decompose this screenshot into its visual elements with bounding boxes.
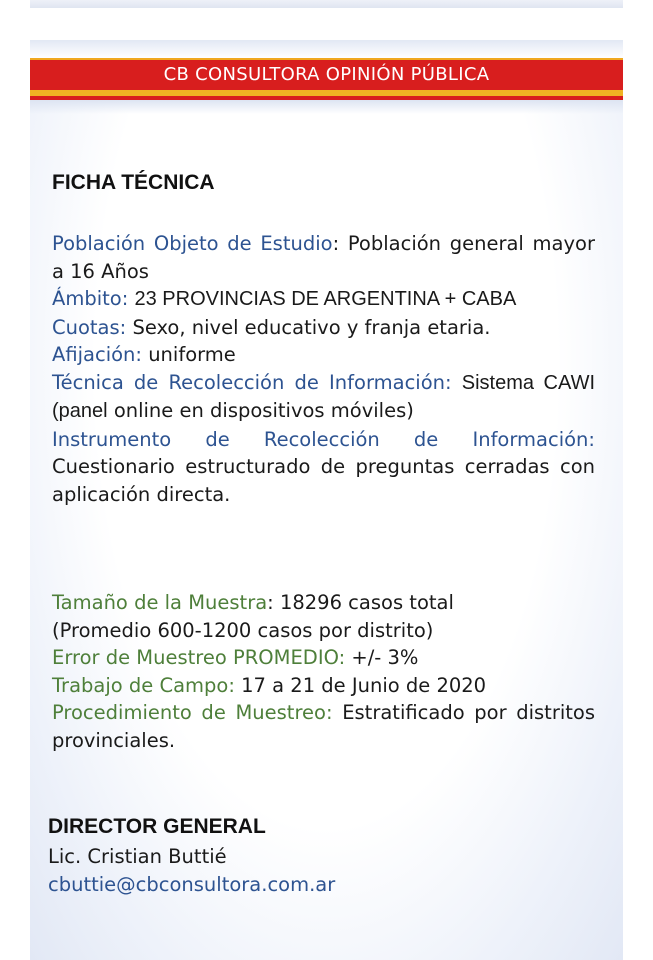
director-name: Lic. Cristian Buttié: [48, 845, 227, 868]
tecnica-value-bold: Sistema CAWI (panel: [52, 371, 596, 422]
tamano-note: (Promedio 600-1200 casos por distrito): [52, 618, 434, 642]
procedimiento-label: Procedimiento de Muestreo: [52, 701, 326, 724]
trabajo-value: 17 a 21 de Junio de 2020: [241, 673, 487, 697]
banner-shadow: [30, 100, 623, 114]
tamano-row: Tamaño de la Muestra: 18296 casos total: [52, 591, 454, 614]
afijacion-row: Afijación: uniforme: [52, 343, 236, 366]
instrumento-label: Instrumento de Recolección de Información: [52, 427, 589, 451]
ficha-title: FICHA TÉCNICA: [52, 171, 215, 194]
poblacion-value: Población general mayor a 16 Años: [52, 232, 595, 283]
error-value: +/- 3%: [351, 646, 419, 669]
error-row: Error de Muestreo PROMEDIO: +/- 3%: [52, 646, 419, 669]
procedimiento-value: Estratificado por distritos provinciales.: [52, 701, 596, 752]
tecnica-row: Técnica de Recolección de Información: Sistema CAWI (panel online en dispositivos móviles): [52, 370, 596, 422]
header-banner: [30, 58, 623, 90]
methodology-block: [52, 230, 595, 508]
previous-card-edge: [30, 0, 623, 8]
tamano-label: Tamaño de la Muestra: [52, 591, 268, 614]
director-email-link[interactable]: cbuttie@cbconsultora.com.ar: [48, 873, 336, 896]
poblacion-row: Población Objeto de Estudio: Población general mayor a 16 Años: [52, 232, 595, 283]
cuotas-label: Cuotas: [52, 315, 120, 339]
afijacion-value: uniforme: [148, 343, 236, 366]
afijacion-label: Afijación: [52, 343, 136, 366]
tecnica-value-rest: online en dispositivos móviles): [113, 399, 414, 422]
card-top-shade: [30, 40, 623, 58]
poblacion-label: Población Objeto de Estudio: [52, 232, 333, 255]
error-label: Error de Muestreo PROMEDIO: [52, 646, 339, 669]
ambito-row: Ámbito: 23 PROVINCIAS DE ARGENTINA + CABA: [52, 287, 517, 310]
tamano-value: 18296 casos total: [279, 591, 454, 614]
ambito-label: Ámbito: [52, 287, 122, 310]
sample-block: [52, 589, 595, 754]
director-title: DIRECTOR GENERAL: [48, 815, 266, 838]
instrumento-value: Cuestionario estructurado de preguntas cerradas con aplicación directa.: [52, 455, 595, 506]
banner-title: CB CONSULTORA OPINIÓN PÚBLICA: [163, 64, 490, 85]
ambito-value: 23 PROVINCIAS DE ARGENTINA + CABA: [134, 288, 517, 310]
tecnica-label: Técnica de Recolección de Información: [52, 370, 446, 394]
trabajo-label: Trabajo de Campo: [52, 673, 229, 697]
trabajo-row: Trabajo de Campo: 17 a 21 de Junio de 2020: [52, 673, 487, 697]
cuotas-value: Sexo, nivel educativo y franja etaria.: [132, 315, 491, 339]
procedimiento-row: Procedimiento de Muestreo: Estratificado por distritos provinciales.: [52, 701, 596, 752]
technical-sheet-card: [30, 40, 623, 960]
instrumento-row: Instrumento de Recolección de Información: Cuestionario estructurado de preguntas cerradas con aplicación directa.: [52, 427, 595, 506]
cuotas-row: Cuotas: Sexo, nivel educativo y franja etaria.: [52, 315, 491, 339]
